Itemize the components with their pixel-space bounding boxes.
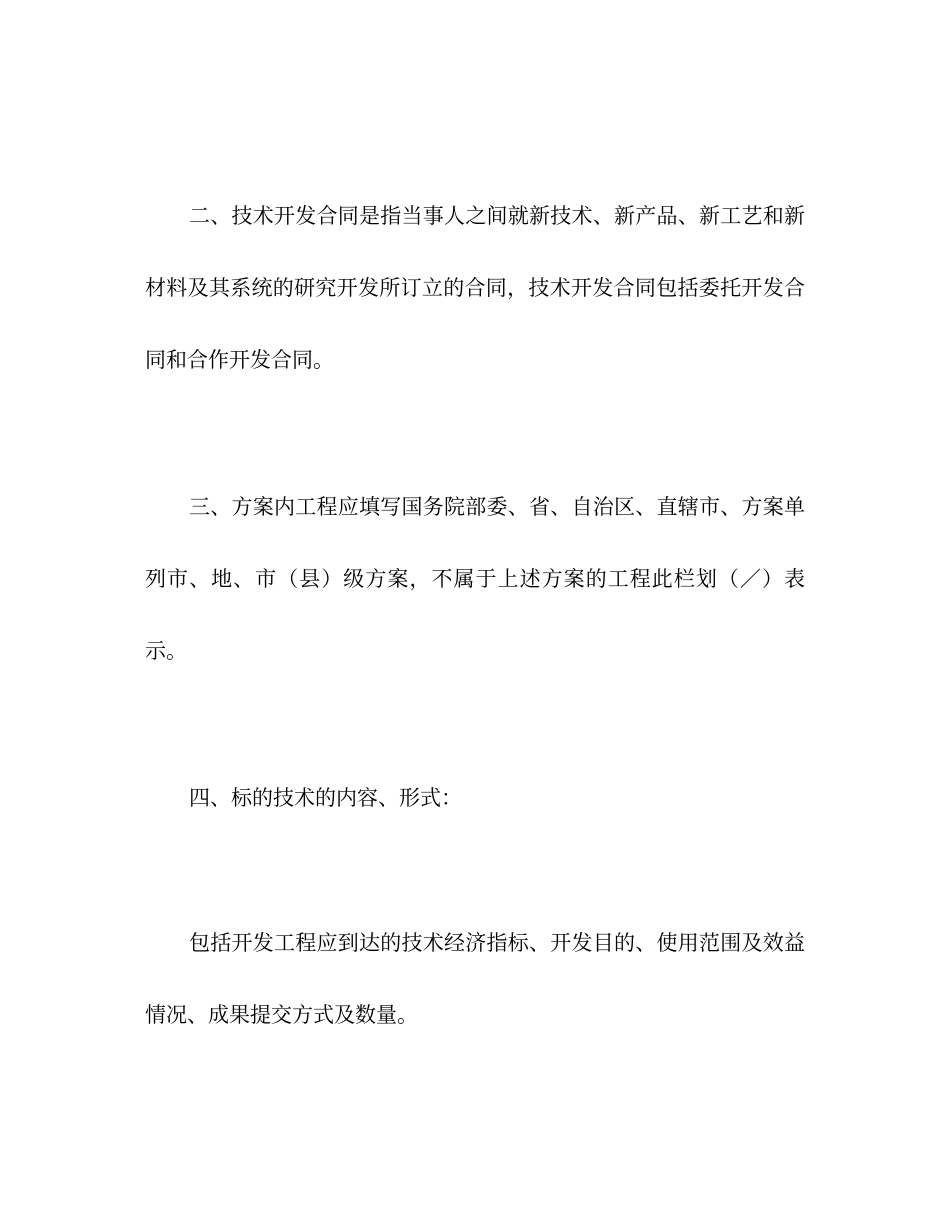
paragraph-technical-development-contract-definition: 二、技术开发合同是指当事人之间就新技术、新产品、新工艺和新材料及其系统的研究开发所订立的合同，技术开发合同包括委托开发合同和合作开发合同。: [145, 204, 805, 372]
paragraph-subject-technology-heading: 四、标的技术的内容、形式：: [189, 786, 462, 810]
paragraph-in-plan-project-instructions: 三、方案内工程应填写国务院部委、省、自治区、直辖市、方案单列市、地、市（县）级方案，不属于上述方案的工程此栏划（／）表示。: [145, 495, 805, 663]
paragraph-subject-technology-details: 包括开发工程应到达的技术经济指标、开发目的、使用范围及效益情况、成果提交方式及数量。: [145, 931, 805, 1027]
